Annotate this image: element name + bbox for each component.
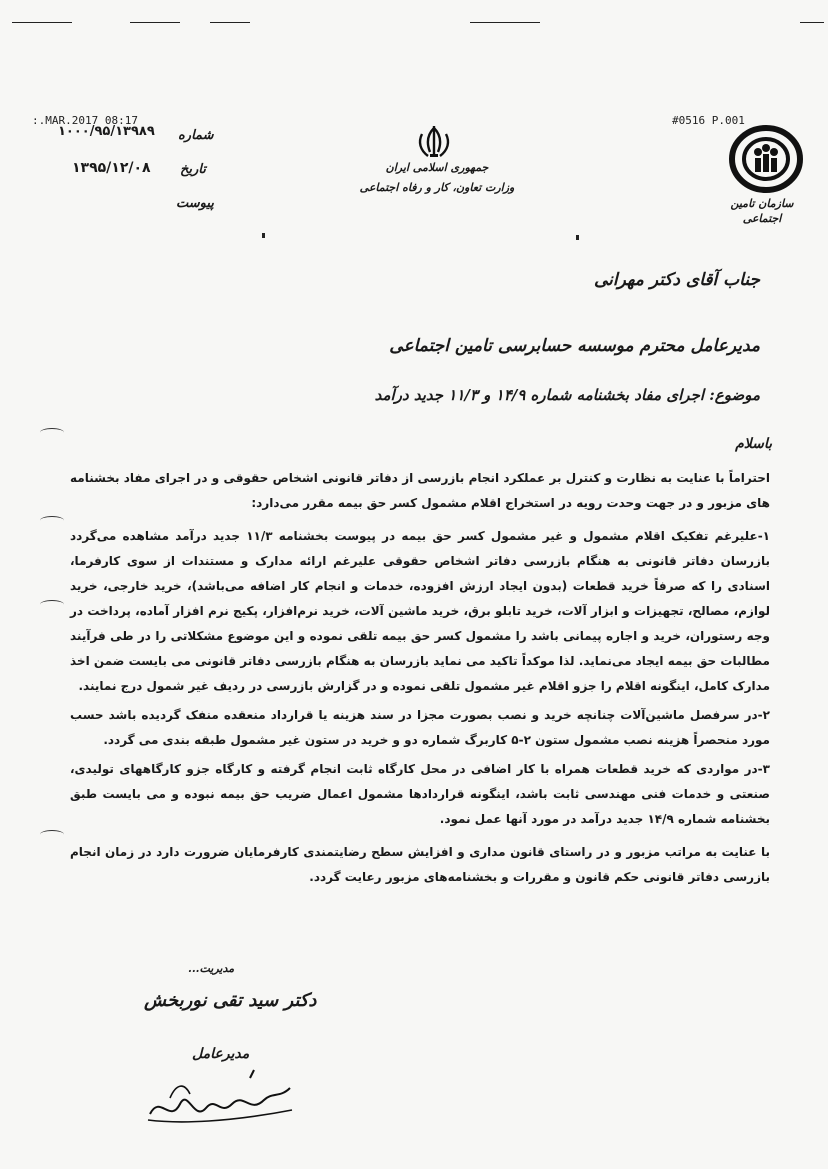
letter-body [70, 466, 770, 890]
addressee-title: مدیرعامل محترم موسسه حسابرسی تامین اجتماعی [389, 336, 760, 356]
letter-number-label: شماره [178, 128, 214, 143]
letter-number-value: ۱۰۰۰/۹۵/۱۳۹۸۹ [58, 124, 155, 139]
paragraph-intro: احتراماً با عنایت به نظارت و کنترل بر عملکرد انجام بازرسی از دفاتر قانونی اشخاص حقوقی و در اجرای مفاد بخشنامه های مزبور و در جهت وحدت رویه در استخراج اقلام مشمول کسر حق بیمه مقرر می‌دارد: [70, 471, 770, 510]
signatory-title: مدیرعامل [192, 1046, 250, 1062]
addressee-name: جناب آقای دکتر مهرانی [593, 270, 760, 290]
margin-mark [40, 428, 64, 437]
margin-mark [40, 830, 64, 839]
social-security-logo [728, 124, 804, 194]
handwritten-signature [140, 1064, 300, 1134]
paragraph-closing: با عنایت به مراتب مزبور و در راستای قانون مداری و افزایش سطح رضایتمندی کارفرمایان ضرورت دارد در زمان انجام بازرسی دفاتر قانونی حکم قانون و مقررات و بخشنامه‌های مزبور رعایت گردد. [70, 845, 770, 884]
org-name: سازمان تامین اجتماعی [730, 197, 794, 225]
paragraph-item-3: ۳-در مواردی که خرید قطعات همراه با کار اضافی در محل کارگاه ثابت انجام گرفته و کارگاه جزو کارگاههای تولیدی، صنعتی و خدمات فنی مهندسی ثابت باشد، اینگونه قراردادها مشمول اعمال ضریب حق بیمه نبوده و می بایست طبق بخشنامه شماره ۱۴/۹ جدید درآمد در مورد آنها عمل نمود. [70, 762, 770, 826]
letter-date-label: تاریخ [180, 162, 206, 177]
letter-date-value: ۱۳۹۵/۱۲/۰۸ [72, 160, 151, 176]
paragraph-item-1: ۱-علیرغم تفکیک اقلام مشمول و غیر مشمول کسر حق بیمه در پیوست بخشنامه ۱۱/۳ جدید درآمد مشاهده می‌گردد بازرسان دفاتر قانونی به هنگام بازرسی دفاتر اشخاص حقوقی علیرغم ارائه مدارک و مستندات از سوی کارفرما، اسنادی را که صرفاً خرید قطعات (بدون ایجاد ارزش افزوده، خدمات و انجام کار اضافه می‌باشد)، خرید خارجی، خرید لوازم، مصالح، تجهیزات و ابزار آلات، خرید تابلو برق، خرید ماشین آلات، خرید نرم‌افزار، پکیج نرم افزار آماده، پرداخت در وجه رستوران، خرید و اجاره پیمانی باشد را مشمول کسر حق بیمه تلقی نموده و این موضوع مشکلاتی را در طی فرآیند مطالبات حق بیمه ایجاد می‌نماید. لذا موکداً تاکید می نماید بازرسان به هنگام بازرسی دفاتر قانونی می بایست ضمن اخذ مدارک کامل، اینگونه اقلام را جزو اقلام غیر مشمول تلقی نموده و در گزارش بازرسی در ردیف غیر شمول درج نمایند. [70, 529, 770, 693]
signature-note: مدیریت... [188, 962, 235, 975]
margin-mark [40, 600, 64, 609]
emblem-line-2: وزارت تعاون، کار و رفاه اجتماعی [359, 181, 515, 194]
scan-artifact-line [800, 22, 824, 23]
scan-artifact-line [470, 22, 540, 23]
paragraph-item-2: ۲-در سرفصل ماشین‌آلات چنانچه خرید و نصب بصورت مجزا در سند هزینه یا قرارداد منعقده منفک گردیده باشد حسب مورد منحصراً هزینه نصب مشمول ستون ۲-۵ کاربرگ شماره دو و خرید در ستون غیر مشمول طبقه بندی می گردد. [70, 708, 770, 747]
scan-artifact-line [12, 22, 72, 23]
greeting: باسلام [735, 436, 772, 452]
emblem-line-1: جمهوری اسلامی ایران [385, 161, 489, 174]
signatory-name: دکتر سید تقی نوربخش [144, 990, 317, 1011]
letter-attachment-label: پیوست [176, 196, 214, 211]
fax-header-left: :.MAR.2017 08:17 [32, 114, 138, 127]
margin-mark [40, 516, 64, 525]
fax-header-right: #0516 P.001 [672, 114, 745, 127]
scan-dot [576, 235, 579, 240]
scan-dot [262, 233, 265, 238]
letter-subject: موضوع: اجرای مفاد بخشنامه شماره ۱۴/۹ و ۱۱/۳ جدید درآمد [374, 386, 760, 404]
scan-artifact-line [210, 22, 250, 23]
scan-artifact-line [130, 22, 180, 23]
iran-emblem-icon [414, 124, 454, 160]
